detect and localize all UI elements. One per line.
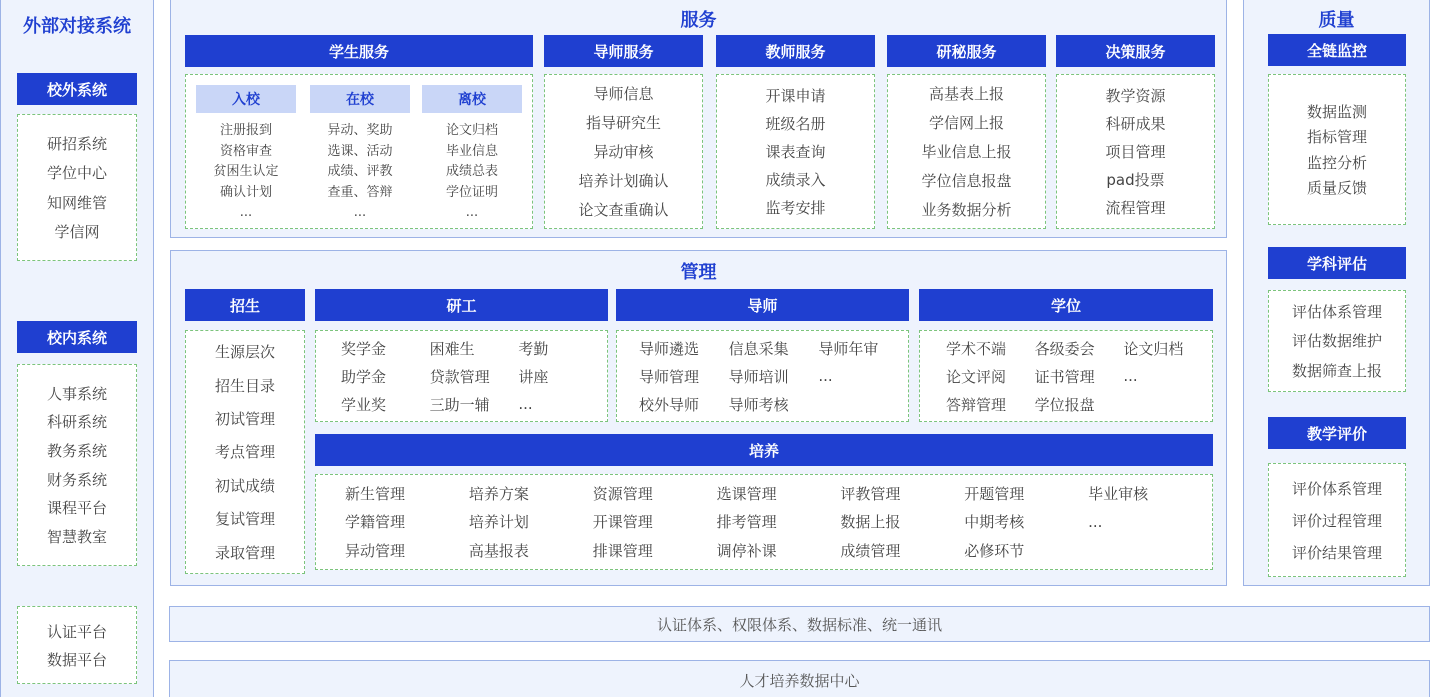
list-item: 查重、答辩 xyxy=(327,184,393,200)
list-item: 开课管理 xyxy=(592,513,653,532)
list-item: 选课管理 xyxy=(716,484,777,503)
list-item: 研招系统 xyxy=(46,135,107,154)
list-item: 生源层次 xyxy=(214,343,275,362)
list-item: 新生管理 xyxy=(345,484,406,503)
list-item: ... xyxy=(353,205,367,220)
list-item: 培养计划 xyxy=(468,513,529,532)
teaching-eval-header: 教学评价 xyxy=(1268,417,1406,449)
tutor-service-header: 导师服务 xyxy=(544,35,703,67)
list-item: 必修环节 xyxy=(964,542,1025,561)
list-item: 流程管理 xyxy=(1105,199,1166,218)
teaching-eval-list xyxy=(1268,463,1406,577)
list-item: 人事系统 xyxy=(46,384,107,403)
student-oncampus-tab: 在校 xyxy=(310,85,410,113)
list-item: ... xyxy=(239,205,253,220)
list-item: ... xyxy=(1088,512,1103,531)
list-item: 排考管理 xyxy=(716,513,777,532)
list-item: 导师信息 xyxy=(593,85,654,103)
list-item: 评价体系管理 xyxy=(1291,479,1382,498)
decision-service-list xyxy=(1056,74,1215,229)
datacenter-bar: 人才培养数据中心 xyxy=(169,660,1430,697)
list-item: 成绩管理 xyxy=(840,542,901,561)
list-item: 确认计划 xyxy=(219,184,272,200)
list-item: 答辩管理 xyxy=(946,395,1007,414)
list-item: 评价过程管理 xyxy=(1291,511,1382,530)
list-item: 项目管理 xyxy=(1105,142,1166,161)
enrollment-header: 招生 xyxy=(185,289,305,321)
list-item: 论文归档 xyxy=(445,123,498,138)
list-item: 学位信息报盘 xyxy=(921,172,1012,190)
list-item: 课表查询 xyxy=(765,142,826,161)
list-item: 贫困生认定 xyxy=(213,164,279,179)
list-item: 异动审核 xyxy=(593,143,654,161)
secretary-service-list xyxy=(887,74,1046,229)
list-item: pad投票 xyxy=(1106,171,1165,190)
list-item: 培养计划确认 xyxy=(578,172,669,190)
monitor-header: 全链监控 xyxy=(1268,34,1406,66)
tutor-mgmt-header: 导师 xyxy=(616,289,909,321)
list-item: 数据监测 xyxy=(1306,103,1367,122)
list-item: 贷款管理 xyxy=(429,367,490,386)
list-item: 复试管理 xyxy=(214,510,275,529)
research-work-grid xyxy=(315,330,608,422)
list-item: 录取管理 xyxy=(214,543,275,562)
list-item: 导师考核 xyxy=(728,395,789,414)
list-item: 学位证明 xyxy=(445,184,498,200)
list-item: ... xyxy=(465,205,479,220)
list-item: 成绩总表 xyxy=(445,164,498,179)
list-item: 学位报盘 xyxy=(1034,395,1095,414)
list-item: 奖学金 xyxy=(341,339,387,358)
list-item: 认证平台 xyxy=(46,622,107,641)
secretary-service-header: 研秘服务 xyxy=(887,35,1046,67)
list-item: 智慧教室 xyxy=(46,528,107,547)
tutor-service-list xyxy=(544,74,703,229)
list-item: 知网维管 xyxy=(46,193,107,212)
list-item: 开题管理 xyxy=(964,484,1025,503)
list-item: 三助一辅 xyxy=(429,395,490,414)
list-item: 高基表上报 xyxy=(928,85,1004,103)
list-item: 培养方案 xyxy=(468,484,529,503)
list-item: 高基报表 xyxy=(468,542,529,561)
list-item: 数据上报 xyxy=(840,513,901,532)
foundation-bar: 认证体系、权限体系、数据标准、统一通讯 xyxy=(169,606,1430,642)
internal-systems-list xyxy=(17,364,137,566)
list-item: 财务系统 xyxy=(46,470,107,489)
list-item: 排课管理 xyxy=(592,542,653,561)
student-service-header: 学生服务 xyxy=(185,35,533,67)
list-item: 质量反馈 xyxy=(1306,178,1367,197)
list-item: 科研系统 xyxy=(46,413,107,432)
list-item: 异动、奖助 xyxy=(327,123,393,138)
list-item: 注册报到 xyxy=(219,123,272,138)
list-item: 初试管理 xyxy=(214,410,275,429)
student-oncampus-list xyxy=(304,121,416,224)
research-work-header: 研工 xyxy=(315,289,608,321)
external-systems-list xyxy=(17,114,137,261)
list-item: 学术不端 xyxy=(946,339,1007,358)
list-item: 资源管理 xyxy=(592,484,653,503)
list-item: 困难生 xyxy=(429,339,475,358)
list-item: 毕业信息上报 xyxy=(921,143,1012,161)
student-enroll-list xyxy=(190,121,302,224)
teacher-service-header: 教师服务 xyxy=(716,35,875,67)
teacher-service-list xyxy=(716,74,875,229)
list-item: 学信网上报 xyxy=(928,114,1004,132)
list-item: 证书管理 xyxy=(1034,367,1095,386)
list-item: 中期考核 xyxy=(964,513,1025,532)
service-title: 服务 xyxy=(680,10,717,31)
internal-systems-header: 校内系统 xyxy=(17,321,137,353)
list-item: 成绩录入 xyxy=(765,171,826,190)
list-item: 学信网 xyxy=(54,222,100,241)
list-item: 毕业信息 xyxy=(445,143,498,159)
list-item: 数据平台 xyxy=(46,650,107,669)
degree-grid xyxy=(919,330,1213,422)
discipline-list xyxy=(1268,290,1406,392)
list-item: 各级委会 xyxy=(1034,339,1095,358)
management-title: 管理 xyxy=(680,262,717,283)
list-item: 班级名册 xyxy=(765,114,826,133)
list-item: 监考安排 xyxy=(765,199,826,218)
list-item: 评估体系管理 xyxy=(1291,303,1382,322)
list-item: 异动管理 xyxy=(345,542,406,561)
list-item: 教学资源 xyxy=(1105,86,1166,105)
decision-service-header: 决策服务 xyxy=(1056,35,1215,67)
list-item: 成绩、评教 xyxy=(327,164,393,179)
list-item: 初试成绩 xyxy=(214,476,275,495)
list-item: 学位中心 xyxy=(46,164,107,183)
degree-header: 学位 xyxy=(919,289,1213,321)
list-item: 选课、活动 xyxy=(327,143,393,159)
list-item: 指标管理 xyxy=(1306,128,1367,147)
quality-title: 质量 xyxy=(1318,10,1355,31)
list-item: ... xyxy=(518,395,533,413)
list-item: ... xyxy=(818,367,833,385)
list-item: 评教管理 xyxy=(840,484,901,503)
left-title: 外部对接系统 xyxy=(23,16,131,37)
list-item: 监控分析 xyxy=(1306,153,1367,172)
list-item: 指导研究生 xyxy=(585,114,661,132)
platforms-list xyxy=(17,606,137,684)
list-item: 学业奖 xyxy=(341,395,387,414)
list-item: 评估数据维护 xyxy=(1291,332,1382,351)
list-item: 考点管理 xyxy=(214,443,275,462)
tutor-mgmt-grid xyxy=(616,330,909,422)
list-item: 学籍管理 xyxy=(345,513,406,532)
list-item: 教务系统 xyxy=(46,442,107,461)
monitor-list xyxy=(1268,74,1406,225)
training-header: 培养 xyxy=(315,434,1213,466)
list-item: 论文查重确认 xyxy=(578,201,669,219)
list-item: 考勤 xyxy=(518,339,549,358)
list-item: 导师遴选 xyxy=(639,339,700,358)
list-item: 导师管理 xyxy=(639,367,700,386)
list-item: 信息采集 xyxy=(728,339,789,358)
enrollment-list xyxy=(185,330,305,574)
discipline-header: 学科评估 xyxy=(1268,247,1406,279)
list-item: ... xyxy=(1123,367,1138,385)
list-item: 论文评阅 xyxy=(946,367,1007,386)
list-item: 毕业审核 xyxy=(1088,484,1149,503)
list-item: 招生目录 xyxy=(214,376,275,395)
list-item: 数据筛查上报 xyxy=(1291,361,1382,380)
student-enroll-tab: 入校 xyxy=(196,85,296,113)
list-item: 开课申请 xyxy=(765,86,826,105)
list-item: 课程平台 xyxy=(46,499,107,518)
list-item: 调停补课 xyxy=(716,542,777,561)
training-grid xyxy=(315,474,1213,570)
list-item: 业务数据分析 xyxy=(921,201,1012,219)
list-item: 论文归档 xyxy=(1123,339,1184,358)
student-graduate-tab: 离校 xyxy=(422,85,522,113)
external-systems-header: 校外系统 xyxy=(17,73,137,105)
list-item: 导师年审 xyxy=(818,339,879,358)
list-item: 资格审查 xyxy=(219,143,272,159)
list-item: 科研成果 xyxy=(1105,114,1166,133)
list-item: 校外导师 xyxy=(639,395,700,414)
list-item: 助学金 xyxy=(341,367,387,386)
list-item: 评价结果管理 xyxy=(1291,543,1382,562)
list-item: 讲座 xyxy=(518,367,549,386)
student-graduate-list xyxy=(416,121,528,224)
list-item: 导师培训 xyxy=(728,367,789,386)
